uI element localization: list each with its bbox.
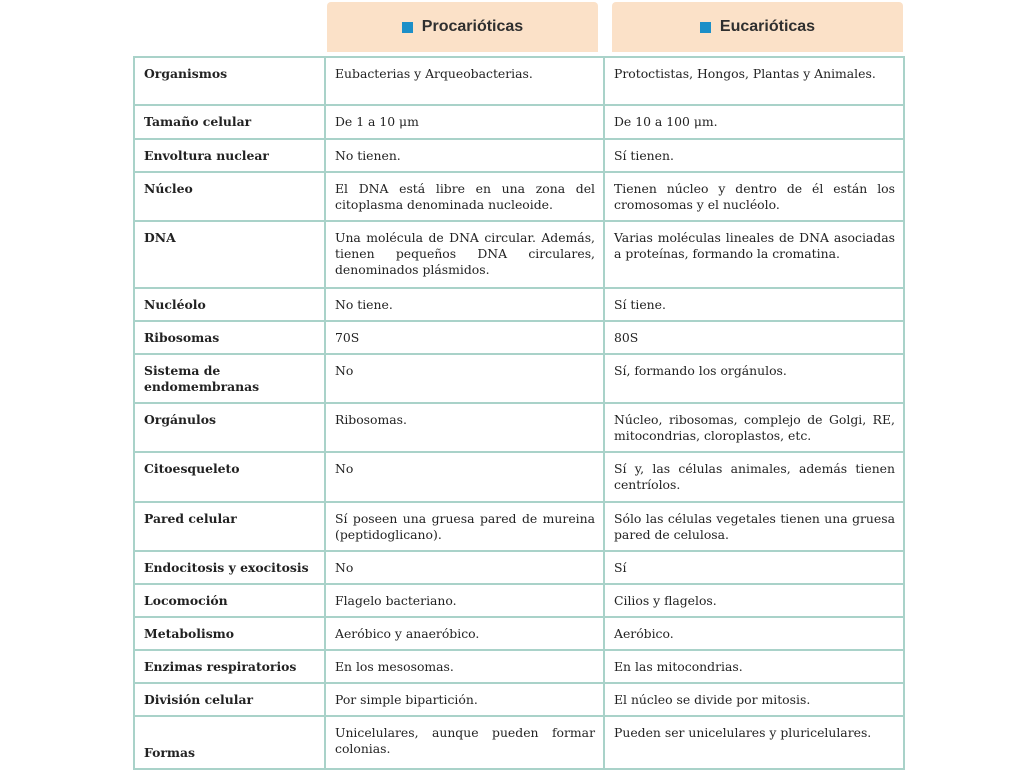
table-row <box>134 452 904 502</box>
procariotas-cell: Aeróbico y anaeróbico. <box>325 617 604 650</box>
table-row <box>134 321 904 354</box>
row-label: DNA <box>134 221 325 288</box>
eucariotas-cell: Sólo las células vegetales tienen una gruesa pared de celulosa. <box>604 502 904 551</box>
row-label: Tamaño celular <box>134 105 325 139</box>
procariotas-cell: No <box>325 551 604 584</box>
procariotas-cell: Eubacterias y Arqueobacterias. <box>325 57 604 105</box>
row-label: Organismos <box>134 57 325 105</box>
eucariotas-cell: En las mitocondrias. <box>604 650 904 683</box>
table-row <box>134 502 904 551</box>
row-label: Metabolismo <box>134 617 325 650</box>
row-label: División celular <box>134 683 325 716</box>
eucariotas-cell: Sí y, las células animales, además tienen centríolos. <box>604 452 904 502</box>
table-row <box>134 683 904 716</box>
eucariotas-cell: Sí, formando los orgánulos. <box>604 354 904 403</box>
procariotas-cell: 70S <box>325 321 604 354</box>
square-bullet-icon <box>700 22 711 33</box>
eucariotas-cell: Pueden ser unicelulares y pluricelulares. <box>604 716 904 769</box>
eucariotas-cell: Varias moléculas lineales de DNA asociadas a proteínas, formando la cromatina. <box>604 221 904 288</box>
procariotas-cell: En los mesosomas. <box>325 650 604 683</box>
eucariotas-cell: Aeróbico. <box>604 617 904 650</box>
row-label: Formas <box>134 716 325 769</box>
row-label: Endocitosis y exocitosis <box>134 551 325 584</box>
row-label: Orgánulos <box>134 403 325 452</box>
eucariotas-cell: Protoctistas, Hongos, Plantas y Animales. <box>604 57 904 105</box>
eucariotas-cell: Tienen núcleo y dentro de él están los cromosomas y el nucléolo. <box>604 172 904 221</box>
procariotas-cell: El DNA está libre en una zona del citoplasma denominada nucleoide. <box>325 172 604 221</box>
table-row <box>134 617 904 650</box>
table-row <box>134 551 904 584</box>
table-row <box>134 403 904 452</box>
eucariotas-cell: De 10 a 100 μm. <box>604 105 904 139</box>
row-label: Enzimas respiratorios <box>134 650 325 683</box>
row-label: Envoltura nuclear <box>134 139 325 172</box>
procariotas-cell: Sí poseen una gruesa pared de mureina (peptidoglicano). <box>325 502 604 551</box>
table-row <box>134 172 904 221</box>
row-label: Núcleo <box>134 172 325 221</box>
procariotas-cell: Por simple bipartición. <box>325 683 604 716</box>
procariotas-cell: De 1 a 10 μm <box>325 105 604 139</box>
eucariotas-cell: Sí tiene. <box>604 288 904 321</box>
procariotas-cell: No tienen. <box>325 139 604 172</box>
row-label: Nucléolo <box>134 288 325 321</box>
eucariotas-cell: Núcleo, ribosomas, complejo de Golgi, RE, mitocondrias, cloroplastos, etc. <box>604 403 904 452</box>
row-label: Citoesqueleto <box>134 452 325 502</box>
procariotas-cell: No <box>325 354 604 403</box>
header-procarioticas <box>327 2 598 52</box>
table-row <box>134 57 904 105</box>
table-row <box>134 288 904 321</box>
eucariotas-cell: Cilios y flagelos. <box>604 584 904 617</box>
table-row <box>134 221 904 288</box>
row-label: Ribosomas <box>134 321 325 354</box>
header-eucarioticas <box>612 2 903 52</box>
table-row <box>134 354 904 403</box>
eucariotas-cell: Sí <box>604 551 904 584</box>
comparison-table <box>133 56 905 770</box>
eucariotas-cell: El núcleo se divide por mitosis. <box>604 683 904 716</box>
table-row <box>134 716 904 769</box>
procariotas-cell: Una molécula de DNA circular. Además, tienen pequeños DNA circulares, denominados plásmidos. <box>325 221 604 288</box>
header-procarioticas-label: Procarióticas <box>421 18 524 35</box>
row-label: Pared celular <box>134 502 325 551</box>
square-bullet-icon <box>402 22 413 33</box>
table-row <box>134 584 904 617</box>
eucariotas-cell: 80S <box>604 321 904 354</box>
table-row <box>134 650 904 683</box>
procariotas-cell: No tiene. <box>325 288 604 321</box>
table-row <box>134 139 904 172</box>
table-row <box>134 105 904 139</box>
procariotas-cell: Unicelulares, aunque pueden formar colonias. <box>325 716 604 769</box>
row-label: Locomoción <box>134 584 325 617</box>
procariotas-cell: Flagelo bacteriano. <box>325 584 604 617</box>
row-label: Sistema de endomembranas <box>134 354 325 403</box>
procariotas-cell: No <box>325 452 604 502</box>
eucariotas-cell: Sí tienen. <box>604 139 904 172</box>
header-eucarioticas-label: Eucarióticas <box>719 18 816 35</box>
procariotas-cell: Ribosomas. <box>325 403 604 452</box>
